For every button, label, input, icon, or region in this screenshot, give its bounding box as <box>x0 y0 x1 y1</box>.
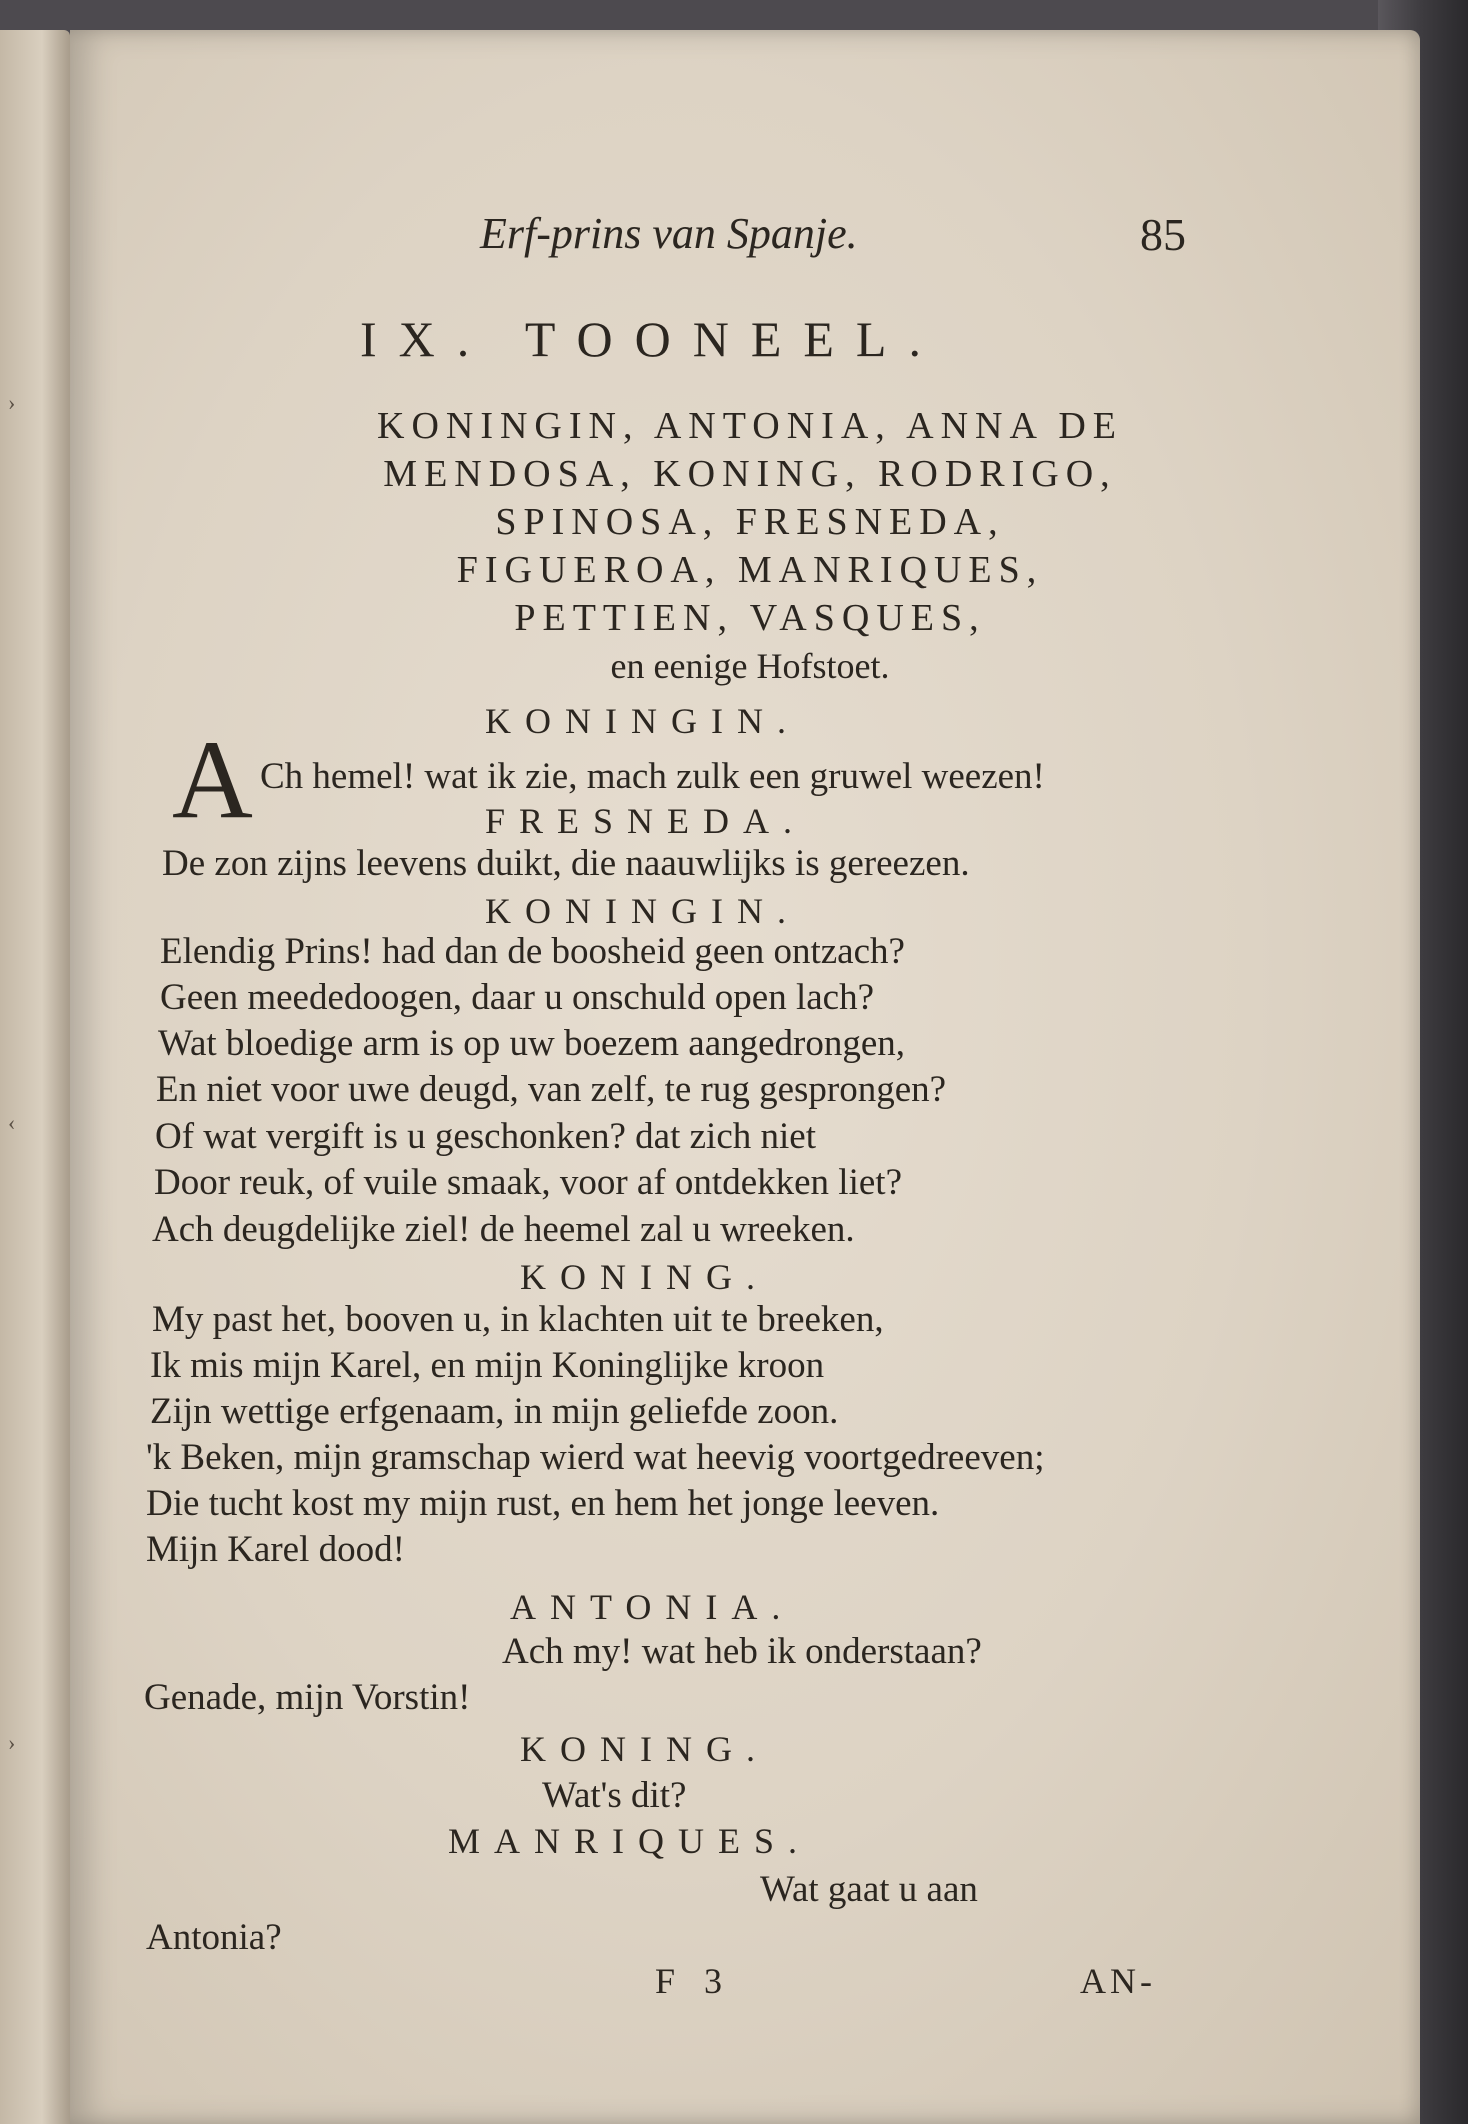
verse-line: 'k Beken, mijn gramschap wierd wat heevig voortgedreeven; <box>146 1437 1045 1478</box>
scene-heading: IX. TOONEEL. <box>360 311 943 367</box>
drop-cap: A <box>172 718 253 842</box>
speaker-name: KONING. <box>520 1257 769 1297</box>
verse-line: Door reuk, of vuile smaak, voor af ontdekken liet? <box>154 1162 902 1203</box>
verse-line: Geen meededoogen, daar u onschuld open lach? <box>160 977 875 1018</box>
book-page <box>70 30 1420 2124</box>
cast-line: PETTIEN, VASQUES, <box>514 597 986 639</box>
verse-line: Ch hemel! wat ik zie, mach zulk een gruwel weezen! <box>260 756 1045 797</box>
cast-line: en eenige Hofstoet. <box>610 646 890 686</box>
margin-mark: ‹ <box>8 1110 16 1135</box>
verse-line: Of wat vergift is u geschonken? dat zich niet <box>155 1116 816 1157</box>
verse-line: Mijn Karel dood! <box>146 1529 405 1570</box>
verse-line: Die tucht kost my mijn rust, en hem het jonge leeven. <box>146 1483 940 1524</box>
page-number: 85 <box>1140 209 1186 260</box>
cast-line: MENDOSA, KONING, RODRIGO, <box>383 453 1117 495</box>
verse-line: My past het, booven u, in klachten uit te breeken, <box>152 1299 884 1340</box>
speaker-name: ANTONIA. <box>510 1587 795 1627</box>
cast-line: SPINOSA, FRESNEDA, <box>495 501 1005 543</box>
speaker-name: KONINGIN. <box>485 891 800 931</box>
verse-line: Wat bloedige arm is op uw boezem aangedrongen, <box>158 1023 906 1064</box>
catchword: AN- <box>1080 1961 1156 2001</box>
running-title: Erf-prins van Spanje. <box>480 209 858 258</box>
verse-line: De zon zijns leevens duikt, die naauwlijks is gereezen. <box>162 843 970 884</box>
previous-page-edge <box>0 30 70 2124</box>
verse-line: Zijn wettige erfgenaam, in mijn geliefde zoon. <box>150 1391 839 1432</box>
speaker-name: KONING. <box>520 1729 769 1769</box>
signature-mark: F 3 <box>655 1961 733 2001</box>
verse-line: Antonia? <box>146 1917 282 1958</box>
margin-mark: › <box>8 1730 16 1755</box>
verse-line: Elendig Prins! had dan de boosheid geen ontzach? <box>160 931 905 972</box>
speaker-name: KONINGIN. <box>485 701 800 741</box>
verse-line: En niet voor uwe deugd, van zelf, te rug gesprongen? <box>156 1069 947 1110</box>
verse-line: Ach deugdelijke ziel! de heemel zal u wreeken. <box>152 1209 855 1250</box>
cast-line: FIGUEROA, MANRIQUES, <box>456 549 1044 591</box>
verse-line: Ach my! wat heb ik onderstaan? <box>502 1631 982 1672</box>
speaker-name: FRESNEDA. <box>485 801 807 841</box>
cast-list <box>210 402 1290 690</box>
speaker-name: MANRIQUES. <box>448 1821 812 1861</box>
verse-line: Wat's dit? <box>542 1775 687 1816</box>
cast-line: KONINGIN, ANTONIA, ANNA DE <box>377 405 1123 447</box>
margin-mark: › <box>8 390 16 415</box>
verse-line: Wat gaat u aan <box>760 1869 978 1910</box>
verse-line: Ik mis mijn Karel, en mijn Koninglijke kroon <box>150 1345 825 1386</box>
verse-line: Genade, mijn Vorstin! <box>144 1677 471 1718</box>
